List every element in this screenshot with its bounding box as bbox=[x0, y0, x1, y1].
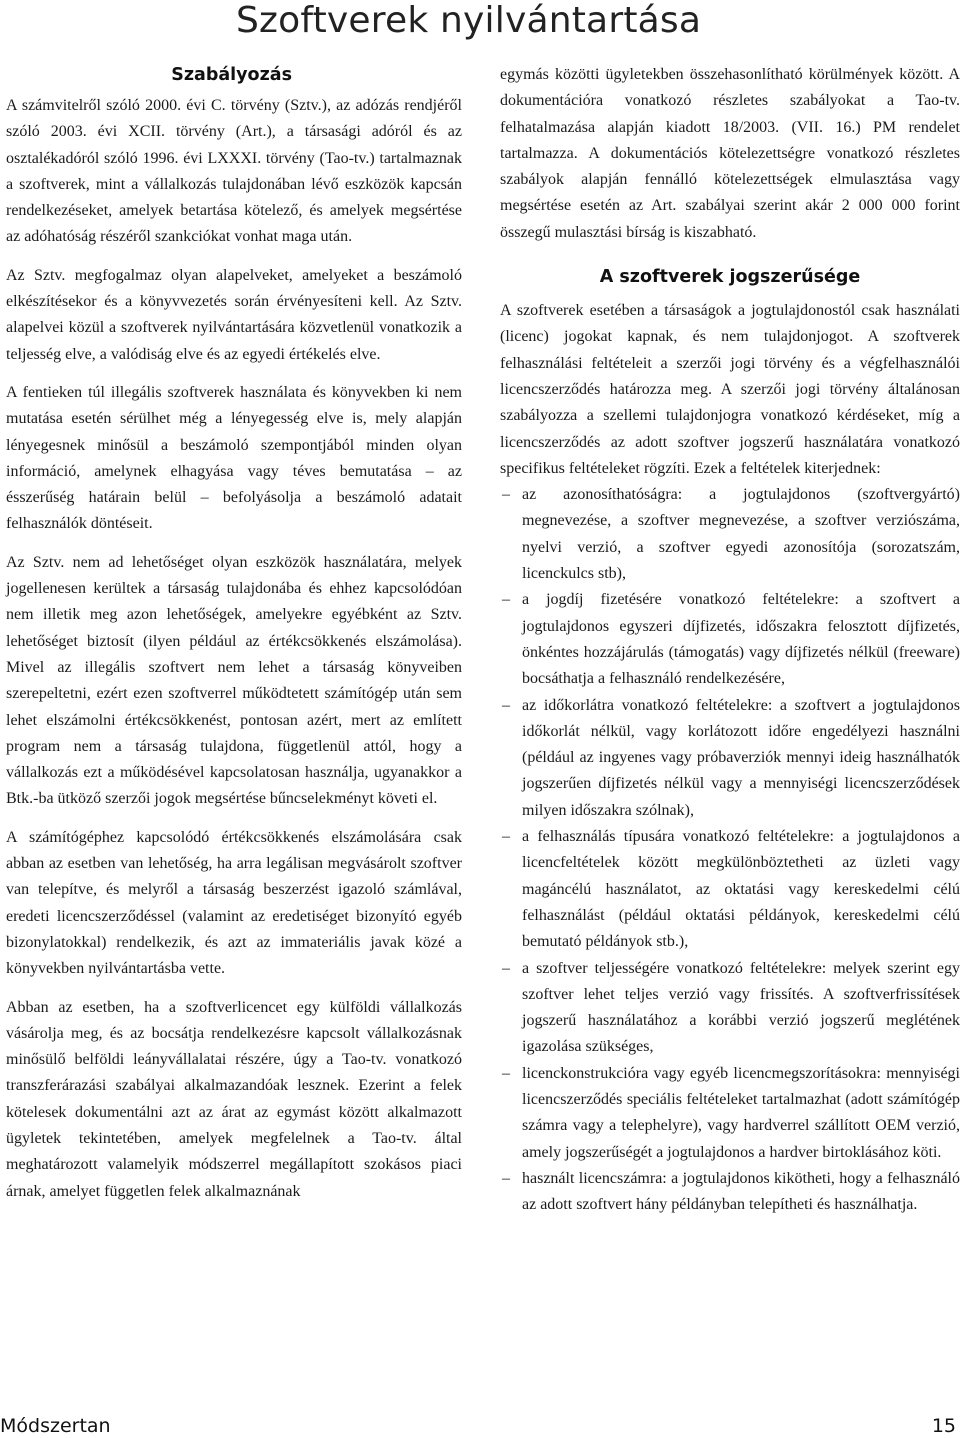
footer-publication: Módszertan bbox=[0, 1415, 111, 1437]
paragraph: Az Sztv. nem ad lehetőséget olyan eszközök használatára, melyek jogellenesen kerültek a társaság tulajdonába és ehhez kapcsolódóan nem illetik meg azon lehetőségek, amelyekre egyébként az Sztv. lehetőséget biztosít (ilyen például az értékcsökkenés elszámolása). Mivel az illegális szoftvert nem lehet a társaság könyveiben szerepeltetni, ezért ezen szoftverrel működtetett számítógép után sem lehet elszámolni értékcsökkenést, pontosan azért, mert az említett program nem a társaság tulajdona, függetlenül attól, hogy a vállalkozás ezt a működésével kapcsolatosan használja, ugyanakkor a Btk.-ba ütköző szerzői jogok megsértése bűncselekményt követi el. bbox=[6, 553, 462, 808]
paragraph: egymás közötti ügyletekben összehasonlítható körülmények között. A dokumentációra vonatkozó részletes szabályokat a Tao-tv. felhatalmazása alapján kiadott 18/2003. (VII. 16.) PM rendelet tartalmazza. A dokumentációs kötelezettségre vonatkozó részletes szabályok alapján fennálló kötelezettségek elmulasztása vagy megsértése esetén az Art. szabályai szerint akár 2 000 000 forint összegű mulasztási bírság is kiszabható. bbox=[500, 66, 960, 241]
section-title-jogszeruseg: A szoftverek jogszerűsége bbox=[599, 267, 861, 288]
list-item: – a szoftver teljességére vonatkozó feltételekre: melyek szerint egy szoftver lehet teljes verzió vagy frissítés. A szoftverfrissítések jogszerű használatához a korábbi verzió jogszerű meglétének igazolása szükséges, bbox=[500, 956, 960, 1061]
list-item: – a jogdíj fizetésére vonatkozó feltételekre: a szoftvert a jogtulajdonos egyszeri díjfizetés, időszakra felosztott díjfizetés, önkéntes hozzájárulás (támogatás) vagy díjfizetés nélkül (freeware) bocsáthatja a felhasználó rendelkezésére, bbox=[500, 587, 960, 692]
paragraph: A számvitelről szóló 2000. évi C. törvény (Sztv.), az adózás rendjéről szóló 2003. évi XCII. törvény (Art.), a társasági adóról és az osztalékadóról szóló 1996. évi LXXXI. törvény (Tao-tv.) tartalmaznak a szoftverek, mint a vállalkozás tulajdonában lévő eszközök kapcsán rendelkezéseket, amelyek betartása kötelező, és amelyek megsértése az adóhatóság részéről szankciókat vonhat maga után. bbox=[6, 97, 462, 246]
list-item: – használt licencszámra: a jogtulajdonos kikötheti, hogy a felhasználó az adott szoftvert hány példányban telepítheti és használhatja. bbox=[500, 1166, 960, 1219]
list-item: – a felhasználás típusára vonatkozó feltételekre: a jogtulajdonos a licencfeltételek között megkülönböztetheti az üzleti vagy magáncélú használatot, az oktatási vagy kereskedelmi célú felhasználást (például oktatási példányok, kereskedelmi célú bemutató példányok stb.), bbox=[500, 824, 960, 955]
paragraph: A fentieken túl illegális szoftverek használata és könyvekben ki nem mutatása esetén sérülhet még a lényegesség elve is, mely alapján lényegesnek minősül a beszámoló szempontjából minden olyan információ, amelynek elhagyása vagy téves bemutatása – az ésszerűség határain belül – befolyásolja a beszámoló adatait felhasználók döntéseit. bbox=[6, 383, 462, 533]
conditions-list bbox=[500, 482, 960, 1218]
paragraph: Az Sztv. megfogalmaz olyan alapelveket, amelyeket a beszámoló elkészítésekor és a könyvvezetés során érvényesíteni kell. Az Sztv. alapelvei közül a szoftverek nyilvántartására közvetlenül vonatkozik a teljesség elve, a valódiság elve és az egyedi értékelés elve. bbox=[6, 266, 462, 363]
list-item: – az időkorlátra vonatkozó feltételekre: a szoftvert a jogtulajdonos időkorlát nélkül, vagy korlátozott időre engedélyezi használni (például az ingyenes vagy próbaverziók mennyi ideig használhatók jogszerűen díjfizetés nélkül vagy a mennyiségi licencszerződések milyen időszakra szólnak), bbox=[500, 693, 960, 824]
page-number: 15 bbox=[931, 1415, 956, 1437]
paragraph: A szoftverek esetében a társaságok a jogtulajdonostól csak használati (licenc) jogokat kapnak, és nem tulajdonjogot. A szoftverek felhasználási feltételeit a szerzői jogi törvény és a végfelhasználói licencszerződés határozza meg. A szerzői jogi törvény általánosan szabályozza a szellemi tulajdonjogra vonatkozó kérdéseket, míg a licencszerződés az adott szoftver jogszerű használatára vonatkozó specifikus feltételeket rögzíti. Ezek a feltételek kiterjednek: bbox=[500, 302, 960, 477]
right-column bbox=[500, 62, 960, 1218]
paragraph: A számítógéphez kapcsolódó értékcsökkenés elszámolására csak abban az esetben van lehetőség, ha arra legálisan megvásárolt szoftver van telepítve, és melyről a társaság beszerzést igazoló számlával, eredeti licencszerződéssel (valamint az eredetiséget bizonyító egyéb bizonylatokkal) rendelkezik, és azt az immateriális javak közé a könyvekben nyilvántartásba vette. bbox=[6, 828, 462, 978]
list-item: – licenckonstrukcióra vagy egyéb licencmegszorításokra: mennyiségi licencszerződés speciális feltételeket tartalmazhat (adott számítógép számra vagy a telephelyre), vagy hardverrel szállított OEM verzió, amely jogszerűségét a jogtulajdonos a hardver birtoklásához köti. bbox=[500, 1061, 960, 1166]
list-item: – az azonosíthatóságra: a jogtulajdonos (szoftvergyártó) megnevezése, a szoftver megnevezése, a szoftver verziószáma, nyelvi verzió, a szoftver egyedi azonosítója (sorozatszám, licenckulcs stb), bbox=[500, 482, 960, 587]
page-title: Szoftverek nyilvántartása bbox=[236, 0, 702, 41]
section-title-szabalyozas: Szabályozás bbox=[171, 65, 292, 85]
paragraph: Abban az esetben, ha a szoftverlicencet egy külföldi vállalkozás vásárolja meg, és az bocsátja rendelkezésre kapcsolt vállalkozásnak minősülő belföldi leányvállalatai részére, úgy a Tao-tv. vonatkozó transzferárazási szabályai alkalmazandóak lesznek. Ezerint a felek kötelesek dokumentálni azt az árat az egymást között alkalmazott ügyletek tekintetében, amelyek megfelelnek a Tao-tv. által meghatározott valamelyik módszerrel megállapított szokásos piaci árnak, amelyet független felek alkalmaznának bbox=[6, 998, 462, 1200]
left-column bbox=[6, 62, 462, 1217]
